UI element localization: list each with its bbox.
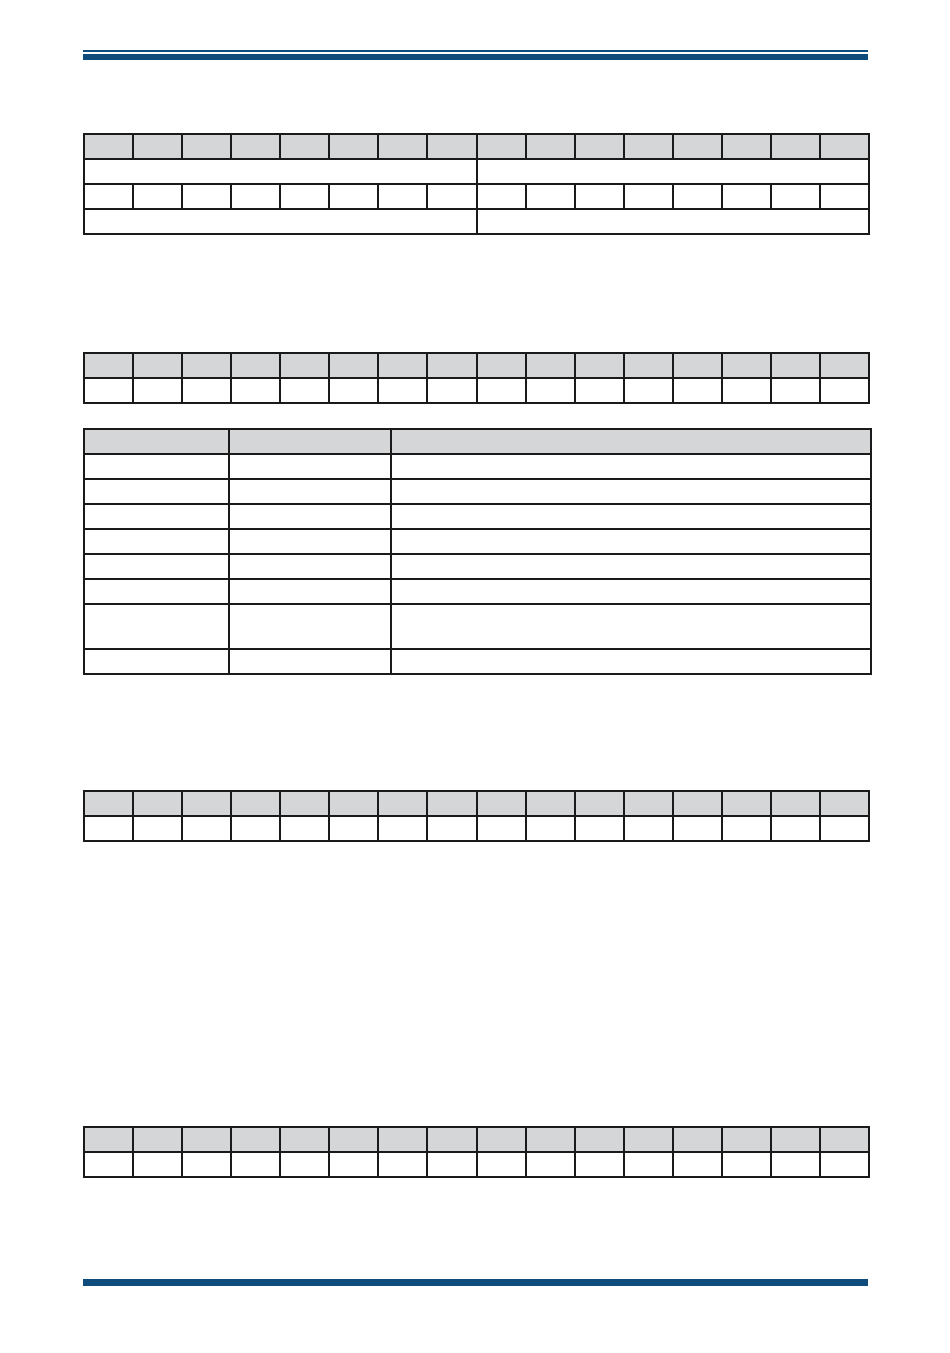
bits-cell <box>84 579 229 604</box>
bit-value-cell <box>820 816 869 841</box>
bit-header-cell <box>771 353 820 378</box>
bit-header-cell <box>329 791 378 816</box>
bit-value-cell <box>722 1152 771 1177</box>
description-cell <box>391 604 871 649</box>
bit-value-cell <box>673 816 722 841</box>
field-cell-low <box>477 209 870 234</box>
bit-header-cell <box>624 1127 673 1152</box>
bit-header-cell <box>84 134 133 159</box>
bit-header-cell <box>673 134 722 159</box>
bit-header-cell <box>722 1127 771 1152</box>
bits-cell <box>84 454 229 479</box>
bit-value-row <box>84 378 869 403</box>
bit-value-cell <box>771 1152 820 1177</box>
bit-value-row <box>84 816 869 841</box>
bit-header-cell <box>673 1127 722 1152</box>
bit-value-cell <box>477 816 526 841</box>
bit-value-cell <box>329 816 378 841</box>
bit-value-cell <box>84 1152 133 1177</box>
bit-value-cell <box>722 816 771 841</box>
register-table-1 <box>83 133 870 235</box>
description-cell <box>391 579 871 604</box>
bit-value-cell <box>771 184 820 209</box>
bit-value-row <box>84 1152 869 1177</box>
bit-value-cell <box>378 184 427 209</box>
bit-header-cell <box>722 353 771 378</box>
bit-value-cell <box>280 184 329 209</box>
bit-header-cell <box>182 134 231 159</box>
bit-value-cell <box>722 378 771 403</box>
bit-header-cell <box>624 791 673 816</box>
bit-header-cell <box>575 1127 624 1152</box>
bit-value-cell <box>84 816 133 841</box>
name-cell <box>229 479 391 504</box>
description-cell <box>391 529 871 554</box>
bit-value-cell <box>427 184 476 209</box>
description-row <box>84 454 871 479</box>
name-cell <box>229 504 391 529</box>
bit-value-cell <box>280 816 329 841</box>
bits-cell <box>84 604 229 649</box>
field-description-table <box>83 428 872 675</box>
bit-value-cell <box>477 378 526 403</box>
bit-value-cell <box>820 184 869 209</box>
bits-cell <box>84 479 229 504</box>
bit-header-cell <box>231 1127 280 1152</box>
bit-value-cell <box>231 1152 280 1177</box>
bit-header-cell <box>624 353 673 378</box>
description-row <box>84 504 871 529</box>
bit-value-cell <box>280 1152 329 1177</box>
bit-value-cell <box>722 184 771 209</box>
register-table-4 <box>83 1126 870 1178</box>
bit-header-row <box>84 1127 869 1152</box>
bits-cell <box>84 504 229 529</box>
field-cell-high <box>84 159 477 184</box>
bit-header-cell <box>84 353 133 378</box>
bit-header-cell <box>133 353 182 378</box>
bit-header-cell <box>722 791 771 816</box>
bit-header-cell <box>427 1127 476 1152</box>
bit-value-cell <box>182 816 231 841</box>
bit-value-cell <box>427 1152 476 1177</box>
name-cell <box>229 454 391 479</box>
bit-header-cell <box>427 791 476 816</box>
bit-value-cell <box>182 184 231 209</box>
bit-header-cell <box>427 353 476 378</box>
bit-header-cell <box>280 791 329 816</box>
bit-header-cell <box>624 134 673 159</box>
bit-header-cell <box>182 1127 231 1152</box>
bit-header-cell <box>133 134 182 159</box>
bit-value-cell <box>526 1152 575 1177</box>
bit-value-cell <box>182 1152 231 1177</box>
bit-header-cell <box>526 134 575 159</box>
bit-header-cell <box>771 1127 820 1152</box>
bit-value-cell <box>624 816 673 841</box>
bit-header-cell <box>526 1127 575 1152</box>
bit-value-cell <box>182 378 231 403</box>
bit-value-cell <box>133 184 182 209</box>
bit-header-cell <box>526 353 575 378</box>
bit-value-cell <box>231 816 280 841</box>
description-row <box>84 649 871 674</box>
bit-value-cell <box>575 1152 624 1177</box>
bit-value-cell <box>378 816 427 841</box>
description-row <box>84 604 871 649</box>
bits-cell <box>84 554 229 579</box>
bit-header-cell <box>575 791 624 816</box>
bit-value-cell <box>378 1152 427 1177</box>
header-rule-thin <box>83 50 868 52</box>
description-row <box>84 479 871 504</box>
bit-header-cell <box>771 134 820 159</box>
bit-value-cell <box>771 378 820 403</box>
bit-value-cell <box>673 184 722 209</box>
bit-value-cell <box>133 378 182 403</box>
bit-value-cell <box>133 816 182 841</box>
bit-value-cell <box>624 184 673 209</box>
bit-value-cell <box>280 378 329 403</box>
bit-value-cell <box>84 378 133 403</box>
header-rule-thick <box>83 54 868 60</box>
bit-value-row <box>84 184 869 209</box>
bit-value-cell <box>526 378 575 403</box>
bit-value-cell <box>427 378 476 403</box>
bit-header-cell <box>378 791 427 816</box>
bit-header-cell <box>575 353 624 378</box>
description-cell <box>391 554 871 579</box>
bit-value-cell <box>624 378 673 403</box>
description-row <box>84 554 871 579</box>
bit-header-cell <box>133 791 182 816</box>
bit-header-cell <box>820 1127 869 1152</box>
bit-header-cell <box>526 791 575 816</box>
bit-header-cell <box>329 353 378 378</box>
field-row <box>84 209 869 234</box>
bit-header-cell <box>329 134 378 159</box>
description-cell <box>391 454 871 479</box>
bit-header-cell <box>477 1127 526 1152</box>
field-row <box>84 159 869 184</box>
description-header-row <box>84 429 871 454</box>
bit-value-cell <box>378 378 427 403</box>
bit-header-cell <box>477 134 526 159</box>
bit-value-cell <box>427 816 476 841</box>
bit-value-cell <box>820 378 869 403</box>
bit-header-cell <box>820 791 869 816</box>
bit-header-cell <box>231 353 280 378</box>
bit-header-cell <box>722 134 771 159</box>
bit-header-cell <box>378 353 427 378</box>
bit-value-cell <box>575 816 624 841</box>
column-header-bits <box>84 429 229 454</box>
bit-header-cell <box>182 353 231 378</box>
bit-header-cell <box>280 134 329 159</box>
field-cell-low <box>477 159 870 184</box>
bit-value-cell <box>820 1152 869 1177</box>
name-cell <box>229 529 391 554</box>
column-header-name <box>229 429 391 454</box>
bit-value-cell <box>673 1152 722 1177</box>
footer-rule <box>83 1279 868 1286</box>
bit-header-row <box>84 134 869 159</box>
bit-header-row <box>84 791 869 816</box>
description-row <box>84 579 871 604</box>
bit-header-cell <box>84 1127 133 1152</box>
description-row <box>84 529 871 554</box>
bit-value-cell <box>771 816 820 841</box>
bit-value-cell <box>329 1152 378 1177</box>
bit-header-cell <box>820 134 869 159</box>
bit-header-cell <box>280 1127 329 1152</box>
description-cell <box>391 504 871 529</box>
name-cell <box>229 649 391 674</box>
bit-header-cell <box>182 791 231 816</box>
bit-value-cell <box>624 1152 673 1177</box>
bit-header-cell <box>575 134 624 159</box>
bit-header-cell <box>378 134 427 159</box>
description-cell <box>391 649 871 674</box>
bit-header-cell <box>427 134 476 159</box>
bit-header-cell <box>84 791 133 816</box>
bit-value-cell <box>231 378 280 403</box>
bit-header-cell <box>280 353 329 378</box>
bit-value-cell <box>575 378 624 403</box>
bit-value-cell <box>477 1152 526 1177</box>
name-cell <box>229 554 391 579</box>
bit-header-cell <box>771 791 820 816</box>
bit-header-cell <box>673 353 722 378</box>
bits-cell <box>84 529 229 554</box>
bit-header-cell <box>378 1127 427 1152</box>
bit-header-cell <box>477 353 526 378</box>
bit-value-cell <box>133 1152 182 1177</box>
bit-value-cell <box>477 184 526 209</box>
bit-value-cell <box>526 816 575 841</box>
bit-header-cell <box>820 353 869 378</box>
description-cell <box>391 479 871 504</box>
name-cell <box>229 579 391 604</box>
bit-value-cell <box>84 184 133 209</box>
bit-header-cell <box>231 134 280 159</box>
bit-header-cell <box>133 1127 182 1152</box>
bit-value-cell <box>329 184 378 209</box>
bit-value-cell <box>673 378 722 403</box>
bit-value-cell <box>231 184 280 209</box>
bit-value-cell <box>526 184 575 209</box>
column-header-description <box>391 429 871 454</box>
bits-cell <box>84 649 229 674</box>
bit-header-cell <box>231 791 280 816</box>
register-table-2 <box>83 352 870 404</box>
name-cell <box>229 604 391 649</box>
bit-header-cell <box>329 1127 378 1152</box>
bit-header-cell <box>673 791 722 816</box>
field-cell-high <box>84 209 477 234</box>
bit-value-cell <box>575 184 624 209</box>
register-table-3 <box>83 790 870 842</box>
bit-header-row <box>84 353 869 378</box>
bit-value-cell <box>329 378 378 403</box>
bit-header-cell <box>477 791 526 816</box>
